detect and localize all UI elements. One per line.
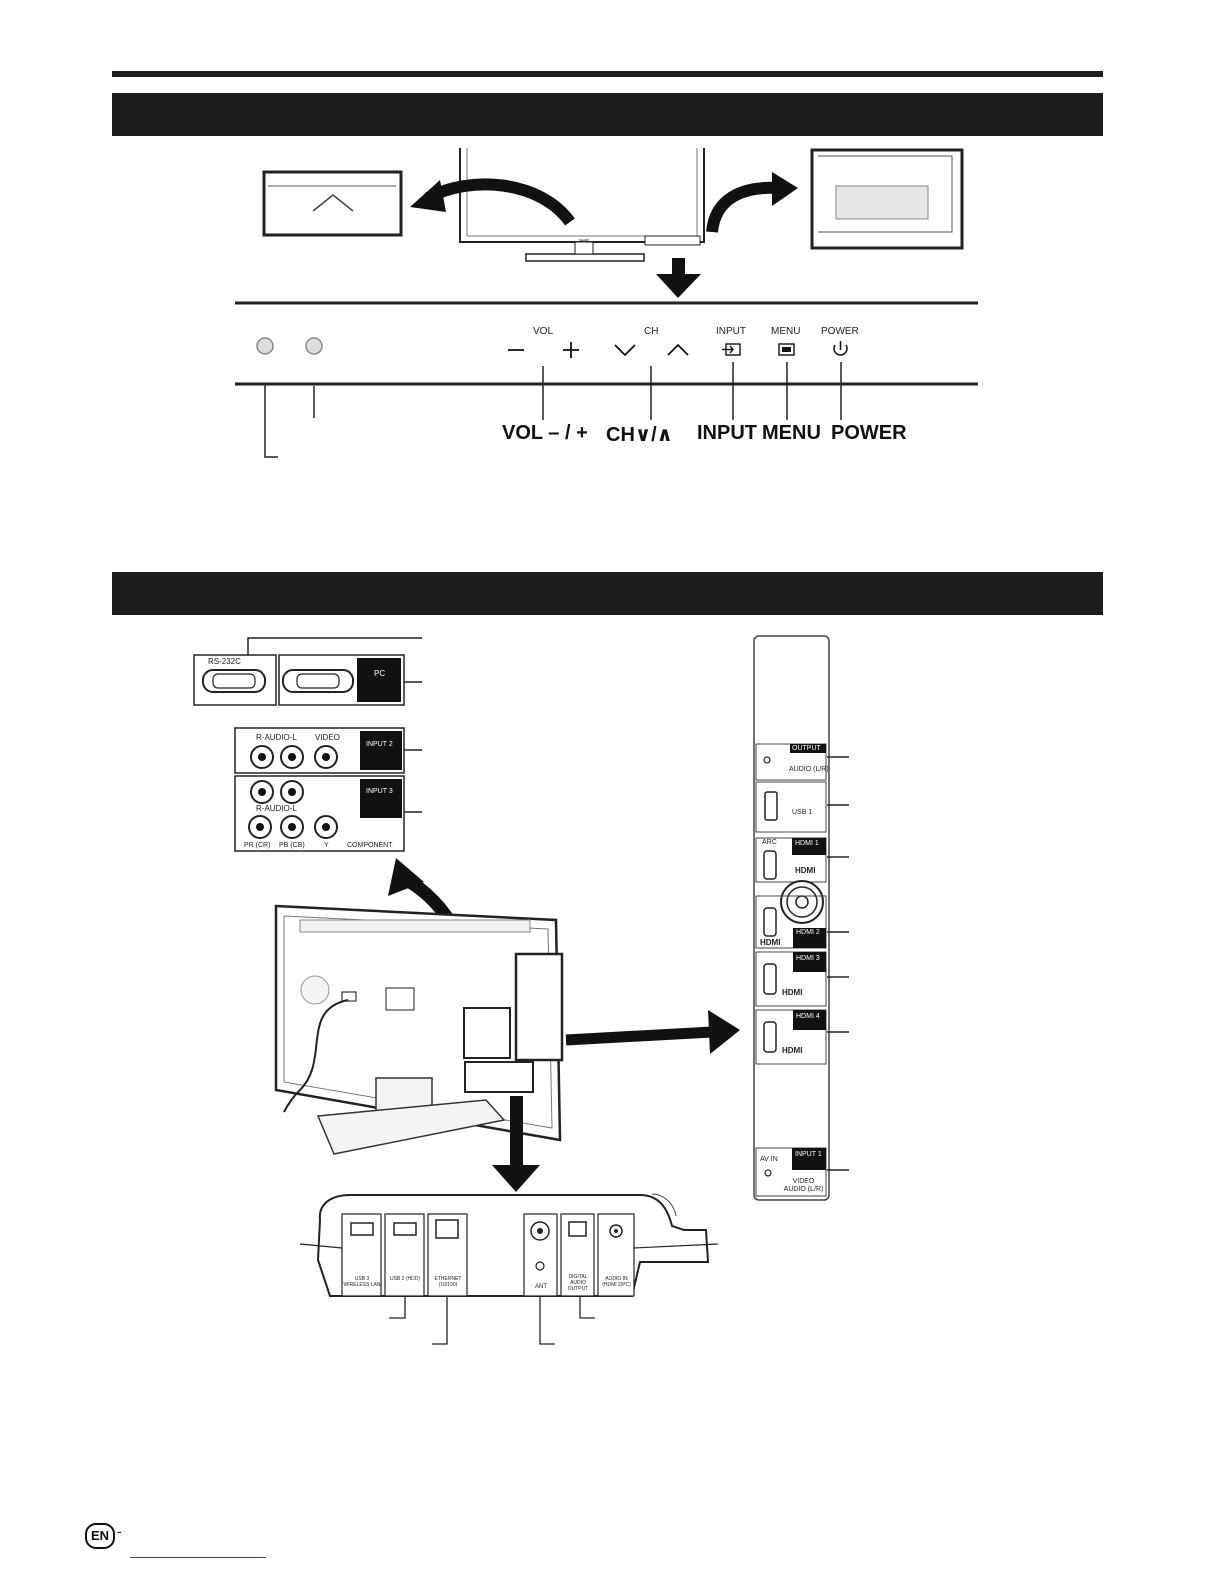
- ant-label: ANT: [535, 1284, 547, 1290]
- rear-highlight-bottom: [465, 1062, 533, 1092]
- usb1-label: USB 1: [792, 809, 813, 816]
- input2-label: INPUT 2: [366, 741, 393, 748]
- tv-stand: [526, 254, 644, 261]
- av-in-label: AV IN: [760, 1156, 778, 1163]
- digital-audio-label: DIGITAL AUDIO OUTPUT: [567, 1274, 589, 1292]
- hdmi-logo-1: HDMI: [795, 866, 816, 875]
- remote-sensor: [257, 338, 273, 354]
- vol-button-label: VOL – / +: [502, 422, 588, 444]
- vol-top-label: VOL: [533, 326, 554, 337]
- r-audio-l-label-2: R-AUDIO-L: [256, 804, 297, 813]
- ch-button-label: CH∨/∧: [606, 424, 673, 446]
- usb2-label: USB 2 (HDD): [389, 1276, 420, 1282]
- video-audio-lr-label: VIDEO AUDIO (L/R): [783, 1178, 824, 1193]
- tv-rear-stand-base: [318, 1100, 504, 1154]
- arc-label: ARC: [762, 839, 777, 846]
- language-badge: EN: [85, 1523, 115, 1549]
- power-top-label: POWER: [821, 326, 859, 337]
- hdmi2-label: HDMI 2: [796, 929, 820, 936]
- footer-link-underline[interactable]: [130, 1557, 266, 1558]
- component-label: COMPONENT: [347, 842, 393, 849]
- rear-highlight-pc: [464, 1008, 510, 1058]
- page-number-dash: -: [117, 1523, 122, 1539]
- opc-sensor: [306, 338, 322, 354]
- r-audio-l-label-1: R-AUDIO-L: [256, 733, 297, 742]
- input1-label: INPUT 1: [795, 1151, 822, 1158]
- ch-top-label: CH: [644, 326, 659, 337]
- y-label: Y: [324, 842, 329, 849]
- menu-top-label: MENU: [771, 326, 801, 337]
- audio-lr-label: AUDIO (L/R): [789, 766, 829, 773]
- menu-button-label: MENU: [762, 422, 821, 444]
- input-top-label: INPUT: [716, 326, 746, 337]
- section-band-rear: [112, 572, 1103, 615]
- audio-in-label: AUDIO IN (HDMI 2/PC): [602, 1276, 631, 1288]
- usb3-label: USB 3 WIRELESS LAN: [343, 1276, 381, 1288]
- video-label: VIDEO: [315, 733, 340, 742]
- rear-panel-diagram: [0, 620, 1224, 1380]
- pr-label: PR (CR): [244, 842, 271, 849]
- hdmi3-label: HDMI 3: [796, 955, 820, 962]
- output-label: OUTPUT: [792, 745, 821, 752]
- rs232c-label: RS-232C: [208, 657, 241, 666]
- svg-text:SHARP: SHARP: [578, 238, 590, 242]
- input-button-label: INPUT: [697, 422, 757, 444]
- input3-label: INPUT 3: [366, 788, 393, 795]
- hdmi-logo-2: HDMI: [760, 938, 781, 947]
- rear-highlight-side: [516, 954, 562, 1060]
- pb-label: PB (CB): [279, 842, 305, 849]
- hdmi-logo-4: HDMI: [782, 1046, 803, 1055]
- hdmi-logo-3: HDMI: [782, 988, 803, 997]
- hdmi1-label: HDMI 1: [795, 840, 819, 847]
- tv-front-outline: [460, 148, 704, 242]
- front-panel-diagram: [0, 0, 1224, 560]
- ethernet-label: ETHERNET (10/100): [434, 1276, 462, 1288]
- pc-label: PC: [374, 669, 386, 678]
- sensor-zoom-box: [264, 172, 401, 235]
- power-button-label: POWER: [831, 422, 907, 444]
- hdmi4-label: HDMI 4: [796, 1013, 820, 1020]
